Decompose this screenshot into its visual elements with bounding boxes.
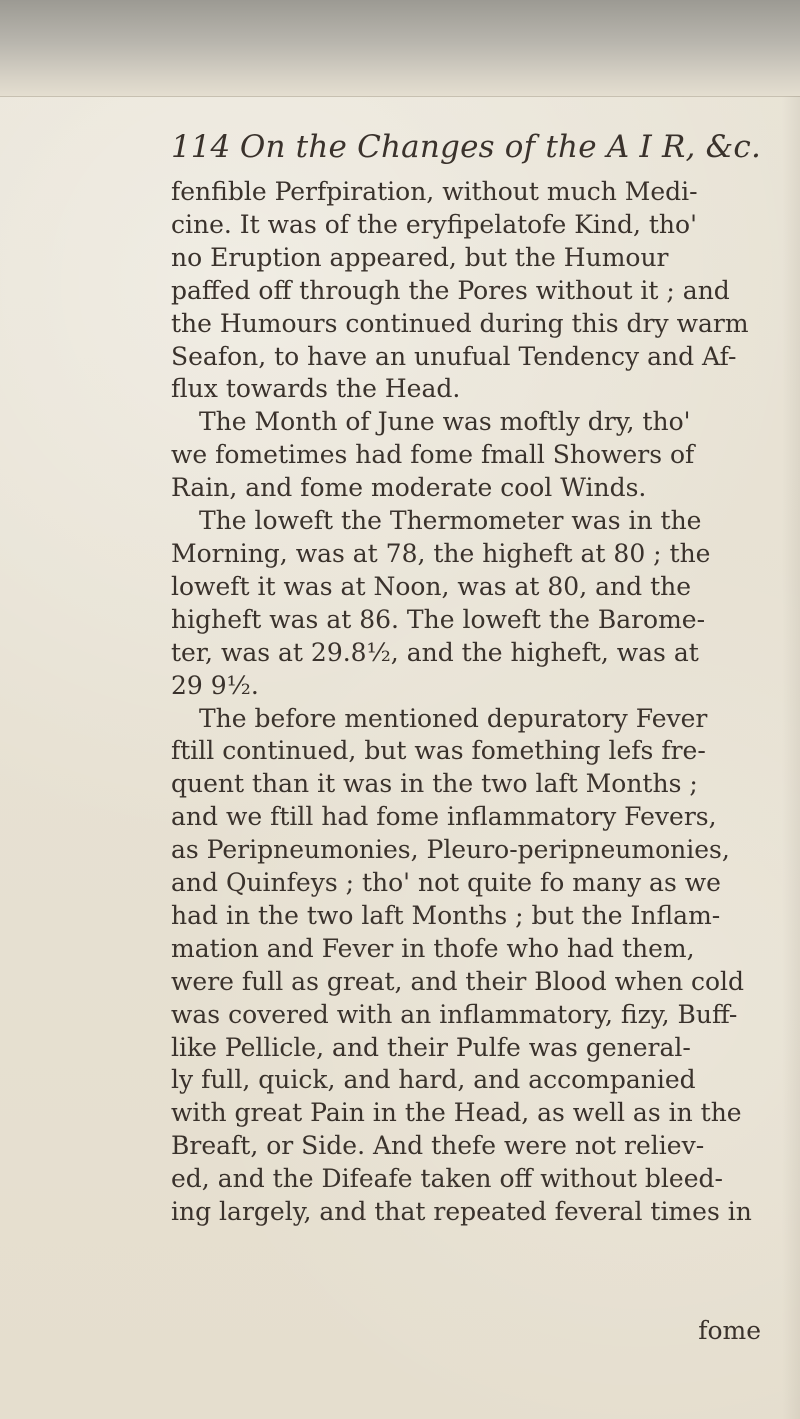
text-line: no Eruption appeared, but the Humour xyxy=(171,242,669,272)
text-line: mation and Fever in thofe who had them, xyxy=(171,933,695,963)
running-header xyxy=(171,126,761,168)
text-line: Rain, and fome moderate cool Winds. xyxy=(171,473,647,503)
page-content xyxy=(171,126,761,1366)
text-line: quent than it was in the two laft Months ; xyxy=(171,769,698,799)
text-line: and we ftill had fome inflammatory Fevers, xyxy=(171,802,717,832)
text-line: the Humours continued during this dry warm xyxy=(171,308,749,338)
text-line: flux towards the Head. xyxy=(171,374,461,404)
text-line: had in the two laft Months ; but the Inflam- xyxy=(171,900,721,930)
text-line: 29 9½. xyxy=(171,670,259,700)
text-line: as Peripneumonies, Pleuro-peripneumonies, xyxy=(171,835,730,865)
text-line: ing largely, and that repeated feveral times in xyxy=(171,1197,752,1227)
body-text xyxy=(171,176,761,1229)
catchword: fome xyxy=(698,1316,761,1345)
text-line: ftill continued, but was fomething lefs fre- xyxy=(171,736,706,766)
running-title: On the Changes of the A I R, &c. xyxy=(239,129,761,165)
text-line: The loweft the Thermometer was in the xyxy=(199,506,702,536)
text-line: The Month of June was moftly dry, tho' xyxy=(199,407,691,437)
page-top-shadow xyxy=(0,0,800,97)
page-right-shadow xyxy=(782,96,800,1419)
text-line: was covered with an inflammatory, fizy, Buff- xyxy=(171,999,738,1029)
text-line: ly full, quick, and hard, and accompanied xyxy=(171,1065,696,1095)
text-line: paffed off through the Pores without it ; and xyxy=(171,275,730,305)
text-line: higheft was at 86. The loweft the Barome- xyxy=(171,604,706,634)
text-line: were full as great, and their Blood when cold xyxy=(171,966,745,996)
text-line: Morning, was at 78, the higheft at 80 ; the xyxy=(171,538,711,568)
text-line: fenfible Perfpiration, without much Medi- xyxy=(171,177,698,206)
text-line: Seafon, to have an unufual Tendency and Af- xyxy=(171,341,737,371)
text-line: The before mentioned depuratory Fever xyxy=(199,703,708,733)
text-line: like Pellicle, and their Pulfe was general- xyxy=(171,1032,691,1062)
text-line: loweft it was at Noon, was at 80, and the xyxy=(171,571,692,601)
text-line: and Quinfeys ; tho' not quite fo many as we xyxy=(171,868,721,898)
text-line: ter, was at 29.8½, and the higheft, was at xyxy=(171,637,699,667)
page-number: 114 xyxy=(171,129,231,165)
text-line: cine. It was of the eryfipelatofe Kind, tho' xyxy=(171,209,697,239)
text-line: with great Pain in the Head, as well as in the xyxy=(171,1098,742,1128)
text-line: Breaft, or Side. And thefe were not reliev- xyxy=(171,1131,705,1161)
text-line: ed, and the Difeafe taken off without bleed- xyxy=(171,1164,723,1194)
text-line: we fometimes had fome fmall Showers of xyxy=(171,440,695,470)
